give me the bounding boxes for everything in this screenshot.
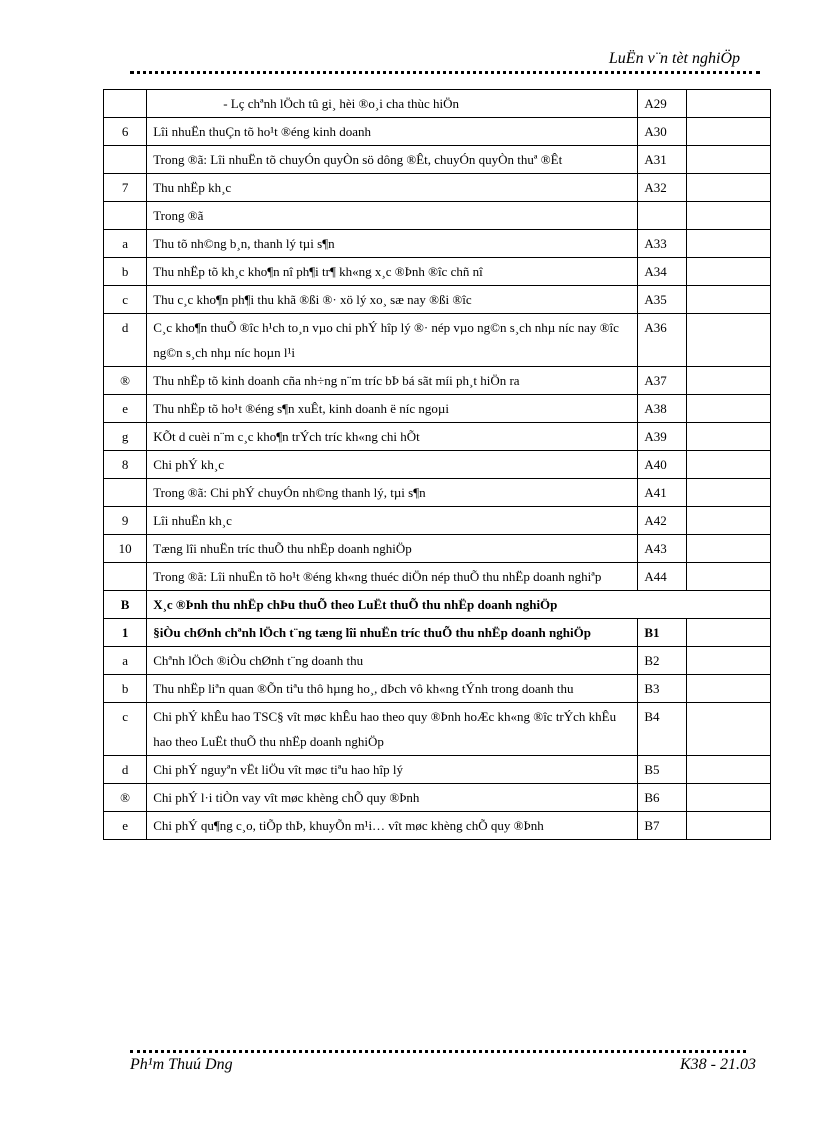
row-number: 8	[104, 451, 147, 479]
row-number: ®	[104, 367, 147, 395]
row-code: A38	[638, 395, 686, 423]
table-row	[104, 619, 771, 647]
table-row	[104, 451, 771, 479]
row-code: A29	[638, 90, 686, 118]
row-code: A39	[638, 423, 686, 451]
row-code: B7	[638, 812, 686, 840]
row-code: B4	[638, 703, 686, 756]
row-number: c	[104, 703, 147, 756]
row-value	[686, 756, 770, 784]
row-number: 9	[104, 507, 147, 535]
row-description: Thu nhËp liªn quan ®Õn tiªu thô hµng ho¸, dÞch vô kh«ng tÝnh trong doanh thu	[147, 675, 638, 703]
row-value	[686, 479, 770, 507]
row-description: Tæng lîi nhuËn tríc thuÕ thu nhËp doanh nghiÖp	[147, 535, 638, 563]
table-row	[104, 675, 771, 703]
table-row	[104, 756, 771, 784]
row-value	[686, 90, 770, 118]
row-description: KÕt d cuèi n¨m c¸c kho¶n trÝch tríc kh«ng chi hÕt	[147, 423, 638, 451]
table-row	[104, 812, 771, 840]
row-number: 7	[104, 174, 147, 202]
row-description: Chi phÝ l·i tiÒn vay vît møc khèng chÕ quy ®Þnh	[147, 784, 638, 812]
row-description: §iÒu chØnh chªnh lÖch t¨ng tæng lîi nhuËn tríc thuÕ thu nhËp doanh nghiÖp	[147, 619, 638, 647]
row-number: e	[104, 395, 147, 423]
table-row	[104, 647, 771, 675]
row-description: Chi phÝ khÊu hao TSC§ vît møc khÊu hao theo quy ®Þnh hoÆc kh«ng ®îc trÝch khÊu hao theo LuËt thuÕ thu nhËp doanh nghiÖp	[147, 703, 638, 756]
row-description: Chi phÝ kh¸c	[147, 451, 638, 479]
row-value	[686, 784, 770, 812]
row-value	[686, 146, 770, 174]
row-code: B5	[638, 756, 686, 784]
row-value	[686, 451, 770, 479]
table-row	[104, 314, 771, 367]
row-description: Chi phÝ qu¶ng c¸o, tiÕp thÞ, khuyÕn m¹i… vît møc khèng chÕ quy ®Þnh	[147, 812, 638, 840]
row-description: Chi phÝ nguyªn vËt liÖu vît møc tiªu hao hîp lý	[147, 756, 638, 784]
row-code: B1	[638, 619, 686, 647]
row-value	[686, 258, 770, 286]
page-header-title: LuËn v¨n tèt nghiÖp	[608, 50, 740, 67]
row-number: b	[104, 258, 147, 286]
table-row	[104, 423, 771, 451]
row-number: 1	[104, 619, 147, 647]
row-code: A33	[638, 230, 686, 258]
row-description: Thu c¸c kho¶n ph¶i thu khã ®ßi ®· xö lý xo¸ sæ nay ®ßi ®îc	[147, 286, 638, 314]
table-row	[104, 563, 771, 591]
row-value	[686, 423, 770, 451]
footer-author: Ph¹m Thuú Dng	[130, 1056, 233, 1073]
row-number: d	[104, 756, 147, 784]
row-code: A44	[638, 563, 686, 591]
table-row	[104, 202, 771, 230]
footer-class-code: K38 - 21.03	[680, 1056, 756, 1073]
row-number: a	[104, 647, 147, 675]
row-value	[686, 230, 770, 258]
row-description: Trong ®ã: Chi phÝ chuyÓn nh©ng thanh lý, tµi s¶n	[147, 479, 638, 507]
row-number	[104, 146, 147, 174]
row-value	[686, 647, 770, 675]
table-row	[104, 507, 771, 535]
row-code: A42	[638, 507, 686, 535]
row-code: A40	[638, 451, 686, 479]
row-description: Thu tõ nh©ng b¸n, thanh lý tµi s¶n	[147, 230, 638, 258]
row-value	[686, 812, 770, 840]
row-number: e	[104, 812, 147, 840]
row-description: Thu nhËp tõ ho¹t ®éng s¶n xuÊt, kinh doanh ë níc ngoµi	[147, 395, 638, 423]
row-value	[686, 174, 770, 202]
row-value	[686, 507, 770, 535]
report-table	[103, 89, 771, 840]
row-value	[686, 314, 770, 367]
table-row	[104, 230, 771, 258]
row-value	[686, 535, 770, 563]
row-number	[104, 479, 147, 507]
row-description: X¸c ®Þnh thu nhËp chÞu thuÕ theo LuËt thuÕ thu nhËp doanh nghiÖp	[147, 591, 771, 619]
row-value	[686, 118, 770, 146]
table-row	[104, 784, 771, 812]
row-code: B2	[638, 647, 686, 675]
row-code	[638, 202, 686, 230]
row-code: A41	[638, 479, 686, 507]
row-code: B6	[638, 784, 686, 812]
table-row	[104, 591, 771, 619]
row-description: Thu nhËp tõ kh¸c kho¶n nî ph¶i tr¶ kh«ng x¸c ®Þnh ®îc chñ nî	[147, 258, 638, 286]
row-code: A43	[638, 535, 686, 563]
row-number: 6	[104, 118, 147, 146]
row-number: g	[104, 423, 147, 451]
table-row	[104, 395, 771, 423]
row-description: Chªnh lÖch ®iÒu chØnh t¨ng doanh thu	[147, 647, 638, 675]
row-number	[104, 202, 147, 230]
row-code: A37	[638, 367, 686, 395]
row-description: Lîi nhuËn kh¸c	[147, 507, 638, 535]
table-row	[104, 367, 771, 395]
row-code: A31	[638, 146, 686, 174]
row-description: Thu nhËp tõ kinh doanh cña nh÷ng n¨m tríc bÞ bá sãt míi ph¸t hiÖn ra	[147, 367, 638, 395]
row-description: Trong ®ã: Lîi nhuËn tõ ho¹t ®éng kh«ng thuéc diÖn nép thuÕ thu nhËp doanh nghiªp	[147, 563, 638, 591]
row-value	[686, 202, 770, 230]
row-number: d	[104, 314, 147, 367]
row-description: - Lç chªnh lÖch tû gi¸ hèi ®o¸i cha thùc hiÖn	[147, 90, 638, 118]
row-code: A35	[638, 286, 686, 314]
row-number: a	[104, 230, 147, 258]
row-value	[686, 675, 770, 703]
row-number: c	[104, 286, 147, 314]
table-row	[104, 174, 771, 202]
row-description: Lîi nhuËn thuÇn tõ ho¹t ®éng kinh doanh	[147, 118, 638, 146]
table-row	[104, 703, 771, 756]
row-value	[686, 367, 770, 395]
row-value	[686, 703, 770, 756]
table-row	[104, 118, 771, 146]
table-row	[104, 479, 771, 507]
row-number	[104, 563, 147, 591]
table-row	[104, 535, 771, 563]
row-number	[104, 90, 147, 118]
header-dotted-rule	[130, 71, 760, 74]
row-code: A36	[638, 314, 686, 367]
row-description: Thu nhËp kh¸c	[147, 174, 638, 202]
report-table-body	[104, 90, 771, 840]
row-code: A30	[638, 118, 686, 146]
row-code: B3	[638, 675, 686, 703]
row-number: b	[104, 675, 147, 703]
footer-dotted-rule	[130, 1050, 746, 1053]
table-row	[104, 90, 771, 118]
row-code: A32	[638, 174, 686, 202]
row-number: 10	[104, 535, 147, 563]
row-value	[686, 563, 770, 591]
table-row	[104, 258, 771, 286]
row-value	[686, 619, 770, 647]
row-value	[686, 395, 770, 423]
table-row	[104, 286, 771, 314]
row-value	[686, 286, 770, 314]
row-description: Trong ®ã: Lîi nhuËn tõ chuyÓn quyÒn sö dông ®Êt, chuyÓn quyÒn thuª ®Êt	[147, 146, 638, 174]
row-description: C¸c kho¶n thuÕ ®îc h¹ch to¸n vµo chi phÝ hîp lý ®· nép vµo ng©n s¸ch nhµ níc nay ®îc ng©n s¸ch nhµ níc hoµn l¹i	[147, 314, 638, 367]
row-number: ®	[104, 784, 147, 812]
table-row	[104, 146, 771, 174]
row-code: A34	[638, 258, 686, 286]
row-description: Trong ®ã	[147, 202, 638, 230]
row-number: B	[104, 591, 147, 619]
